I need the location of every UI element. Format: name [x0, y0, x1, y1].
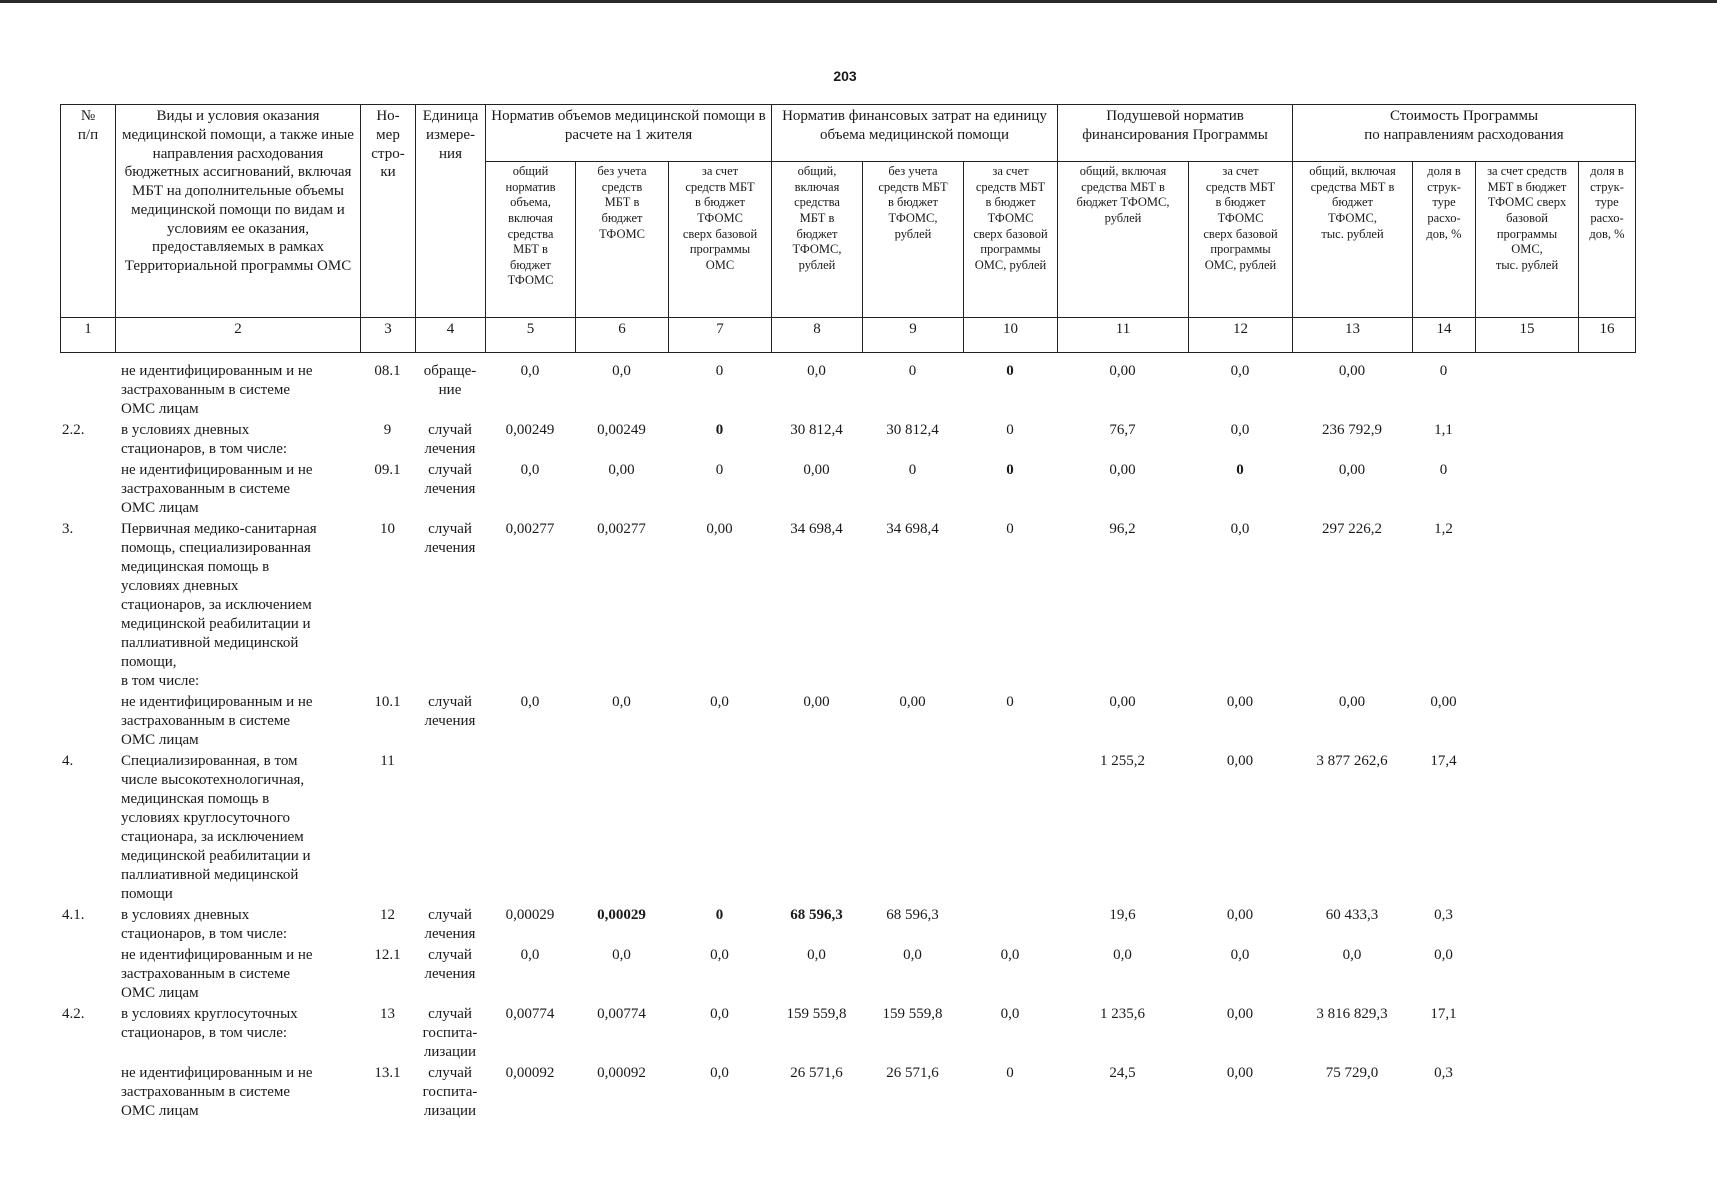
header-sub-8: общий, включая средства МБТ в бюджет ТФОМС, рублей — [772, 162, 863, 318]
cell-c15 — [1475, 520, 1578, 693]
cell-c12: 0,00 — [1226, 1065, 1254, 1081]
cell-c11: 0,00 — [1109, 363, 1136, 379]
cell-c11: 19,6 — [1109, 907, 1136, 923]
cell-c16 — [1578, 461, 1635, 520]
column-number-cell: 6 — [576, 318, 669, 353]
cell-c6 — [575, 752, 668, 906]
cell-c16 — [1578, 1005, 1635, 1064]
cell-c5: 0,0 — [520, 363, 540, 379]
cell-c13: 297 226,2 — [1322, 521, 1382, 537]
column-number-cell: 16 — [1579, 318, 1636, 353]
header-sub-6: без учета средств МБТ в бюджет ТФОМС — [576, 162, 669, 318]
cell-name: не идентифицированным и не застрахованным в системе ОМС лицам — [121, 363, 313, 417]
cell-c13: 0,00 — [1338, 363, 1366, 379]
cell-line: 9 — [383, 422, 392, 438]
cell-c13: 3 816 829,3 — [1316, 1006, 1388, 1022]
cell-c7: 0,0 — [710, 1006, 729, 1022]
cell-name: Первичная медико-санитарная помощь, специализированная медицинская помощь в условиях дневных стационаров, за исключением медицинской реабилитации и паллиативной медицинской помощи, в том числе: — [121, 521, 317, 689]
cell-line: 09.1 — [374, 462, 401, 478]
cell-c12: 0,00 — [1226, 694, 1254, 710]
cell-c9: 0 — [908, 462, 917, 478]
cell-c10: 0,0 — [1000, 947, 1020, 963]
cell-c12: 0,00 — [1226, 753, 1254, 769]
cell-c10: 0 — [1006, 694, 1014, 710]
cell-line: 13 — [380, 1006, 395, 1022]
cell-c13: 0,00 — [1338, 462, 1366, 478]
header-group-cost: Норматив финансовых затрат на единицу объема медицинской помощи — [772, 105, 1058, 162]
cell-c6: 0,00774 — [597, 1006, 646, 1022]
table-row — [60, 461, 1635, 520]
cell-c9: 26 571,6 — [886, 1065, 939, 1081]
cell-c9: 30 812,4 — [886, 422, 939, 438]
table-header — [60, 104, 1636, 353]
header-sub-9: без учета средств МБТ в бюджет ТФОМС, рублей — [863, 162, 964, 318]
data-table — [60, 362, 1635, 1123]
column-number-cell: 10 — [964, 318, 1058, 353]
cell-c8: 159 559,8 — [786, 1006, 847, 1022]
cell-c16 — [1578, 906, 1635, 946]
cell-c16 — [1578, 1064, 1635, 1123]
cell-c5: 0,00249 — [505, 422, 555, 438]
cell-c12: 0,00 — [1226, 907, 1254, 923]
cell-c12: 0,0 — [1230, 363, 1250, 379]
cell-c16 — [1578, 752, 1635, 906]
cell-c14: 17,4 — [1430, 753, 1457, 769]
header-sub-16: доля в струк- туре расхо- дов, % — [1579, 162, 1636, 318]
column-number-cell: 3 — [361, 318, 416, 353]
cell-c10 — [963, 752, 1057, 906]
cell-c15 — [1475, 752, 1578, 906]
column-number-cell: 11 — [1058, 318, 1189, 353]
cell-c15 — [1475, 362, 1578, 421]
cell-c15 — [1475, 1064, 1578, 1123]
cell-no: 4.2. — [62, 1006, 85, 1022]
cell-c15 — [1475, 946, 1578, 1005]
cell-c14: 0 — [1439, 462, 1448, 478]
cell-c15 — [1475, 693, 1578, 752]
cell-c8 — [771, 752, 862, 906]
cell-unit: случай лечения — [424, 947, 476, 982]
cell-c7 — [668, 752, 771, 906]
cell-no — [60, 1064, 115, 1123]
table-row — [60, 421, 1635, 461]
column-number-row — [61, 318, 1636, 353]
cell-c9 — [862, 752, 963, 906]
cell-c13: 75 729,0 — [1325, 1065, 1379, 1081]
column-number-cell: 8 — [772, 318, 863, 353]
table-row — [60, 906, 1635, 946]
cell-line: 12.1 — [374, 947, 401, 963]
cell-unit: случай лечения — [424, 462, 476, 497]
cell-unit: случай госпита- лизации — [422, 1065, 478, 1119]
column-number-cell: 7 — [669, 318, 772, 353]
cell-c5: 0,0 — [520, 462, 540, 478]
header-sub-7: за счет средств МБТ в бюджет ТФОМС сверх базовой программы ОМС — [669, 162, 772, 318]
cell-c13: 0,0 — [1342, 947, 1362, 963]
cell-c5: 0,00092 — [505, 1065, 555, 1081]
cell-c8: 34 698,4 — [790, 521, 843, 537]
column-number-cell: 1 — [61, 318, 116, 353]
header-sub-11: общий, включая средства МБТ в бюджет ТФОМС, рублей — [1058, 162, 1189, 318]
table-row — [60, 1064, 1635, 1123]
table-row — [60, 752, 1635, 906]
cell-name: в условиях дневных стационаров, в том числе: — [121, 907, 288, 942]
header-group-volume: Норматив объемов медицинской помощи в расчете на 1 жителя — [486, 105, 772, 162]
cell-c14: 0,3 — [1434, 907, 1453, 923]
cell-c5: 0,00774 — [505, 1006, 555, 1022]
cell-c16 — [1578, 520, 1635, 693]
cell-no: 4.1. — [62, 907, 85, 923]
cell-c6: 0,00092 — [597, 1065, 646, 1081]
cell-unit: случай лечения — [424, 694, 476, 729]
cell-c5: 0,0 — [520, 947, 540, 963]
cell-c13: 0,00 — [1338, 694, 1366, 710]
cell-no — [60, 362, 115, 421]
cell-c7: 0 — [715, 907, 724, 923]
cell-c16 — [1578, 946, 1635, 1005]
cell-c6: 0,00029 — [597, 907, 646, 923]
cell-c12: 0,0 — [1230, 422, 1250, 438]
cell-c11: 1 255,2 — [1100, 753, 1145, 769]
cell-c8: 26 571,6 — [790, 1065, 843, 1081]
cell-name: в условиях дневных стационаров, в том числе: — [121, 422, 288, 457]
cell-unit — [415, 752, 485, 906]
cell-line: 10.1 — [374, 694, 401, 710]
cell-c11: 96,2 — [1109, 521, 1136, 537]
cell-c11: 76,7 — [1109, 422, 1136, 438]
cell-c14: 0,3 — [1434, 1065, 1453, 1081]
column-number-cell: 14 — [1413, 318, 1476, 353]
cell-unit: обраще- ние — [423, 363, 477, 398]
cell-c10: 0 — [1006, 363, 1014, 379]
cell-c15 — [1475, 461, 1578, 520]
scan-edge-line — [0, 0, 1717, 3]
cell-c9: 159 559,8 — [882, 1006, 943, 1022]
cell-c16 — [1578, 421, 1635, 461]
cell-c8: 0,0 — [807, 947, 826, 963]
table-row — [60, 946, 1635, 1005]
column-number-cell: 9 — [863, 318, 964, 353]
cell-c14: 1,1 — [1434, 422, 1453, 438]
cell-line: 08.1 — [374, 363, 401, 379]
cell-line: 10 — [380, 521, 395, 537]
cell-name: не идентифицированным и не застрахованным в системе ОМС лицам — [121, 947, 313, 1001]
header-sub-14: доля в струк- туре расхо- дов, % — [1413, 162, 1476, 318]
cell-c13: 236 792,9 — [1322, 422, 1382, 438]
cell-c10: 0 — [1006, 422, 1014, 438]
column-number-cell: 4 — [416, 318, 486, 353]
cell-c11: 0,00 — [1109, 694, 1136, 710]
cell-c9: 0,00 — [899, 694, 926, 710]
table-row — [60, 520, 1635, 693]
cell-c11: 1 235,6 — [1100, 1006, 1145, 1022]
cell-c7: 0 — [715, 363, 724, 379]
header-col-unit: Единица измере- ния — [416, 105, 486, 318]
cell-c10: 0,0 — [1000, 1006, 1020, 1022]
cell-c5: 0,00029 — [505, 907, 555, 923]
cell-c12: 0,0 — [1230, 521, 1250, 537]
cell-c10: 0 — [1006, 1065, 1014, 1081]
column-number-cell: 13 — [1293, 318, 1413, 353]
cell-line: 13.1 — [374, 1065, 401, 1081]
page-number: 203 — [833, 68, 857, 84]
cell-c15 — [1475, 421, 1578, 461]
cell-name: Специализированная, в том числе высокотехнологичная, медицинская помощь в условиях круглосуточного стационара, за исключением медицинской реабилитации и паллиативной медицинской помощи — [121, 753, 311, 902]
cell-c11: 0,00 — [1109, 462, 1136, 478]
cell-line: 11 — [380, 753, 395, 769]
cell-c11: 24,5 — [1109, 1065, 1136, 1081]
cell-unit: случай лечения — [424, 422, 476, 457]
cell-c9: 68 596,3 — [886, 907, 939, 923]
cell-no — [60, 693, 115, 752]
cell-unit: случай лечения — [424, 907, 476, 942]
column-number-cell: 12 — [1189, 318, 1293, 353]
cell-c7: 0,0 — [710, 947, 729, 963]
cell-no — [60, 461, 115, 520]
cell-c5: 0,0 — [520, 694, 540, 710]
table-row — [60, 1005, 1635, 1064]
cell-c7: 0,0 — [710, 694, 729, 710]
cell-c8: 30 812,4 — [790, 422, 843, 438]
cell-c8: 68 596,3 — [790, 907, 843, 923]
cell-c6: 0,00249 — [597, 422, 646, 438]
cell-c14: 0,00 — [1430, 694, 1457, 710]
cell-c16 — [1578, 362, 1635, 421]
cell-c15 — [1475, 1005, 1578, 1064]
cell-no: 4. — [62, 753, 74, 769]
cell-c13: 60 433,3 — [1325, 907, 1379, 923]
cell-line: 12 — [380, 907, 395, 923]
cell-c14: 1,2 — [1434, 521, 1453, 537]
cell-c14: 17,1 — [1430, 1006, 1457, 1022]
cell-name: в условиях круглосуточных стационаров, в том числе: — [121, 1006, 298, 1041]
header-col-kind: Виды и условия оказания медицинской помощи, а также иные направления расходования бюджетных ассигнований, включая МБТ на дополнительные объемы медицинской помощи по видам и условиям ее оказания, предоставляемых в рамках Территориальной программы ОМС — [116, 105, 361, 318]
column-number-cell: 2 — [116, 318, 361, 353]
cell-c15 — [1475, 906, 1578, 946]
cell-name: не идентифицированным и не застрахованным в системе ОМС лицам — [121, 462, 313, 516]
table-row — [60, 693, 1635, 752]
cell-c6: 0,00 — [608, 462, 635, 478]
cell-c16 — [1578, 693, 1635, 752]
column-number-cell: 5 — [486, 318, 576, 353]
cell-c6: 0,0 — [612, 694, 631, 710]
cell-c9: 0 — [908, 363, 917, 379]
cell-c9: 0,0 — [903, 947, 922, 963]
header-sub-13: общий, включая средства МБТ в бюджет ТФОМС, тыс. рублей — [1293, 162, 1413, 318]
cell-c10: 0 — [1006, 462, 1014, 478]
cell-unit: случай госпита- лизации — [422, 1006, 478, 1060]
cell-c8: 0,0 — [807, 363, 826, 379]
cell-c6: 0,0 — [612, 363, 631, 379]
cell-c7: 0 — [715, 422, 724, 438]
column-number-cell: 15 — [1476, 318, 1579, 353]
cell-no: 2.2. — [62, 422, 85, 438]
cell-unit: случай лечения — [424, 521, 476, 556]
cell-c7: 0,00 — [706, 521, 733, 537]
cell-c9: 34 698,4 — [886, 521, 939, 537]
cell-no: 3. — [62, 521, 74, 537]
cell-name: не идентифицированным и не застрахованным в системе ОМС лицам — [121, 694, 313, 748]
cell-c12: 0,0 — [1230, 947, 1250, 963]
cell-c5: 0,00277 — [505, 521, 555, 537]
cell-c5 — [485, 752, 575, 906]
table-body — [60, 362, 1635, 1123]
header-group-program: Стоимость Программы по направлениям расходования — [1293, 105, 1636, 162]
header-group-per-capita: Подушевой норматив финансирования Программы — [1058, 105, 1293, 162]
header-col-number: № п/п — [61, 105, 116, 318]
cell-c10 — [963, 906, 1057, 946]
cell-c12: 0,00 — [1226, 1006, 1254, 1022]
table-row — [60, 362, 1635, 421]
cell-name: не идентифицированным и не застрахованным в системе ОМС лицам — [121, 1065, 313, 1119]
cell-no — [60, 946, 115, 1005]
header-col-line: Но- мер стро- ки — [361, 105, 416, 318]
cell-c12: 0 — [1236, 462, 1244, 478]
header-sub-5: общий норматив объема, включая средства МБТ в бюджет ТФОМС — [486, 162, 576, 318]
header-sub-15: за счет средств МБТ в бюджет ТФОМС сверх базовой программы ОМС, тыс. рублей — [1476, 162, 1579, 318]
cell-c7: 0 — [715, 462, 724, 478]
cell-c6: 0,0 — [612, 947, 631, 963]
cell-c11: 0,0 — [1113, 947, 1132, 963]
header-sub-10: за счет средств МБТ в бюджет ТФОМС сверх базовой программы ОМС, рублей — [964, 162, 1058, 318]
cell-c7: 0,0 — [710, 1065, 729, 1081]
cell-c10: 0 — [1006, 521, 1014, 537]
cell-c14: 0 — [1439, 363, 1448, 379]
cell-c8: 0,00 — [803, 462, 830, 478]
cell-c13: 3 877 262,6 — [1316, 753, 1388, 769]
cell-c6: 0,00277 — [597, 521, 646, 537]
cell-c8: 0,00 — [803, 694, 830, 710]
cell-c14: 0,0 — [1434, 947, 1453, 963]
header-sub-12: за счет средств МБТ в бюджет ТФОМС сверх базовой программы ОМС, рублей — [1189, 162, 1293, 318]
